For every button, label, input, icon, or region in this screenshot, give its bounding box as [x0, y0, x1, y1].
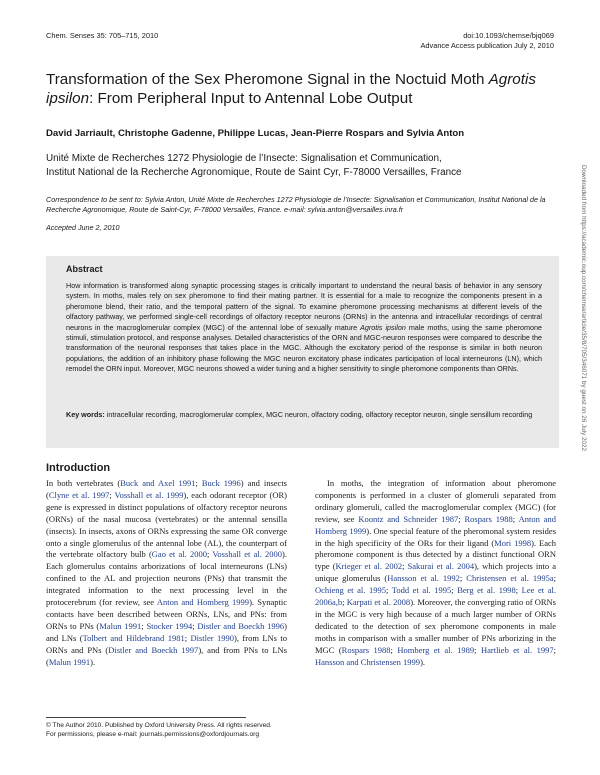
body-text: ; [195, 478, 202, 488]
abstract-species: Agrotis ipsilon [360, 322, 406, 332]
citation-link[interactable]: Krieger et al. 2002 [335, 561, 403, 572]
abstract-text-before: How information is transformed along synaptic processing stages is critically important to understand the neural basis of behavior in any sensory system. In moths, males rely on sex pheromone to find their mating partner. It is essential for a male to recognize the components present in a pheromone blend, their ratio, and the temporal pattern of the signal. To examine pheromone processing mechanisms at different levels of the olfactory pathway, we performed single-cell recordings of olfactory receptor neurons (ORNs) in the antenna and intracellular recordings of central neurons in the macroglomerular complex (MGC) of the antennal lobe of sexually mature [66, 281, 542, 332]
citation-link[interactable]: Ochieng et al. 1995 [315, 585, 386, 596]
body-text: ; [402, 561, 408, 572]
body-text: ). [90, 656, 96, 667]
citation-link[interactable]: Clyne et al. 1997 [48, 489, 110, 500]
title-species: Agrotis ipsilon [46, 71, 536, 107]
citation-link[interactable]: Buck 1996 [201, 478, 241, 488]
title-part1: Transformation of the Sex Pheromone Signal in the Noctuid Moth [46, 71, 489, 88]
body-text: ; [515, 585, 522, 596]
citation-link[interactable]: Koontz and Schneider 1987 [358, 513, 459, 524]
introduction-column-1 [46, 478, 287, 669]
citation-link[interactable]: Karpati et al. 2008 [346, 597, 411, 608]
citation-link[interactable]: Christensen et al. 1995a [466, 573, 554, 584]
body-text: ; [192, 620, 198, 631]
keywords-label: Key words: [66, 410, 105, 419]
journal-citation: Chem. Senses 35: 705–715, 2010 [46, 31, 159, 40]
title-part2: : From Peripheral Input to Antennal Lobe Output [89, 90, 413, 107]
body-text: ; [474, 644, 481, 655]
citation-link[interactable]: Buck and Axel 1991 [120, 478, 196, 488]
citation-link[interactable]: Vosshall et al. 1999 [114, 489, 184, 500]
keywords-list: intracellular recording, macroglomerular complex, MGC neuron, olfactory coding, olfactory receptor neuron, single sensillum recording [104, 410, 533, 419]
body-text: ), each odorant receptor (OR) gene is expressed in distinct populations of olfactory receptor neurons (ORNs) of the nasal mucosa (vertebrates) or the antennal sensilla (insects). In insects, axons of ORNs expressing the same OR converge onto a single glomerulus of the antennal lobe (AL), the counterpart of the vertebrate olfactory bulb ( [46, 489, 287, 560]
body-text: ; [385, 585, 392, 596]
body-text: ; [342, 597, 347, 608]
citation-link[interactable]: Anton and Homberg 1999 [315, 513, 556, 536]
body-text: ), from LNs to ORNs and PNs ( [46, 632, 287, 655]
affiliation-line2: Institut National de la Recherche Agronomique, Route de Saint Cyr, F-78000 Versailles, France [46, 167, 462, 178]
body-text: In both vertebrates ( [46, 478, 121, 488]
abstract-heading: Abstract [66, 264, 103, 274]
affiliation [46, 152, 566, 180]
body-text: ) and LNs ( [46, 620, 287, 643]
citation-link[interactable]: Distler 1990 [190, 632, 235, 643]
body-text: In moths, the integration of information about pheromone components is performed in a cluster of glomeruli separated from ordinary glomeruli, called the macroglomerular complex (MGC) (for review, see [315, 478, 556, 524]
citation-link[interactable]: Hansson et al. 1992 [387, 573, 460, 584]
body-text: ; [206, 549, 213, 560]
body-text: ). Each pheromone component is thus detected by a distinct functional ORN type ( [315, 537, 557, 572]
citation-link[interactable]: Stocker 1994 [146, 620, 193, 631]
citation-link[interactable]: Anton and Homberg 1999 [156, 597, 250, 608]
footer-divider [46, 717, 246, 718]
correspondence: Correspondence to be sent to: Sylvia Anton, Unité Mixte de Recherches 1272 Physiologie de l’Insecte: Signalisation et Communication, Institut National de la Recherche Agronomique, Route de Saint-Cyr, F-78000 Versailles, France. e-mail: sylvia.anton@versailles.inra.fr [46, 195, 546, 214]
body-text: ; [184, 632, 191, 643]
citation-link[interactable]: Malun 1991 [48, 656, 91, 667]
download-stamp [580, 165, 594, 605]
citation-link[interactable]: Tolbert and Hildebrand 1981 [82, 632, 185, 643]
citation-link[interactable]: Todd et al. 1995 [391, 585, 452, 596]
body-text: ). Each glomerulus contains arborizations of local interneurons (LNs) confined to the AL and projection neurons (PNs) that transmit the integrated information to the next processing level in the protocerebrum (for review, see [46, 549, 287, 608]
body-text: ), which projects into a unique glomerulus ( [315, 561, 556, 584]
abstract-text-after: male moths, using the same pheromone stimuli, stimulation protocol, and response analyses. Detailed characteristics of the ORN and MGC-neuron responses were compared to describe the transformation of the neuronal responses that takes place in the MGC. Although the excitatory period of the response is similar in both neuron populations, the addition of an inhibitory phase following the MGC neuron excitatory phase indicates participation of local interneurons (LN), which remodel the ORN input. Moreover, MGC neurons showed a wider tuning and a higher sensitivity to single pheromone components than ORNs. [66, 322, 542, 374]
copyright: © The Author 2010. Published by Oxford University Press. All rights reserved. [46, 722, 272, 729]
doi[interactable]: doi:10.1093/chemse/bjq069 [463, 31, 554, 40]
body-text: ; [458, 513, 465, 524]
body-text: ; [459, 573, 467, 584]
body-text: ; [109, 489, 115, 500]
authors: David Jarriault, Christophe Gadenne, Philippe Lucas, Jean-Pierre Rospars and Sylvia Anton [46, 128, 465, 139]
body-text: ). Moreover, the converging ratio of ORNs in the MGC is very high because of a much larger number of ORNs dedicated to the detection of sex pheromone components in male moths in comparison with a smaller number of PNs arborizing in the MGC ( [315, 597, 556, 655]
citation-link[interactable]: Lee et al. 2006a,b [315, 585, 556, 608]
body-text: ) and insects ( [46, 478, 287, 500]
citation-link[interactable]: Vosshall et al. 2000 [212, 549, 283, 560]
body-text: ; [451, 585, 458, 596]
abstract-text [66, 281, 542, 375]
citation-link[interactable]: Hartlieb et al. 1997 [480, 644, 554, 655]
body-text: ; [141, 620, 147, 631]
introduction-heading: Introduction [46, 462, 111, 474]
body-text: ). One special feature of the pheromonal system resides in the high specificity of the ORs for their ligand ( [315, 525, 557, 548]
citation-link[interactable]: Rospars 1988 [341, 644, 391, 655]
body-text: ), and from PNs to LNs ( [46, 644, 287, 667]
citation-link[interactable]: Malun 1991 [99, 620, 142, 631]
permissions-email[interactable]: For permissions, please e-mail: journals.permissions@oxfordjournals.org [46, 731, 260, 738]
accepted-date: Accepted June 2, 2010 [46, 223, 120, 232]
affiliation-line1: Unité Mixte de Recherches 1272 Physiologie de l’Insecte: Signalisation et Communication, [46, 153, 442, 164]
advance-access-date: Advance Access publication July 2, 2010 [420, 41, 554, 50]
introduction-column-2 [315, 478, 556, 669]
citation-link[interactable]: Sakurai et al. 2004 [407, 561, 475, 572]
body-text: ). Synaptic contacts have been described between ORNs, LNs, and PNs: from ORNs to PNs ( [46, 597, 288, 631]
citation-link[interactable]: Berg et al. 1998 [457, 585, 516, 596]
body-text: ; [512, 513, 519, 524]
citation-link[interactable]: Homberg et al. 1989 [397, 644, 475, 655]
citation-link[interactable]: Mori 1998 [494, 537, 532, 548]
citation-link[interactable]: Rospars 1988 [464, 513, 513, 524]
keywords [66, 410, 542, 420]
body-text: ; [553, 644, 556, 655]
citation-link[interactable]: Gao et al. 2000 [151, 549, 207, 560]
citation-link[interactable]: Distler and Boeckh 1996 [197, 620, 285, 631]
article-title [46, 70, 546, 108]
download-stamp-text: Downloaded from https://academic.oup.com/chemse/article/35/8/705/346071 by guest on 26 July 2022 [580, 165, 587, 451]
body-text: ). [420, 656, 426, 667]
citation-link[interactable]: Distler and Boeckh 1997 [108, 644, 199, 655]
body-text: ; [553, 573, 556, 584]
body-text: ; [390, 644, 398, 655]
citation-link[interactable]: Hansson and Christensen 1999 [315, 656, 421, 667]
